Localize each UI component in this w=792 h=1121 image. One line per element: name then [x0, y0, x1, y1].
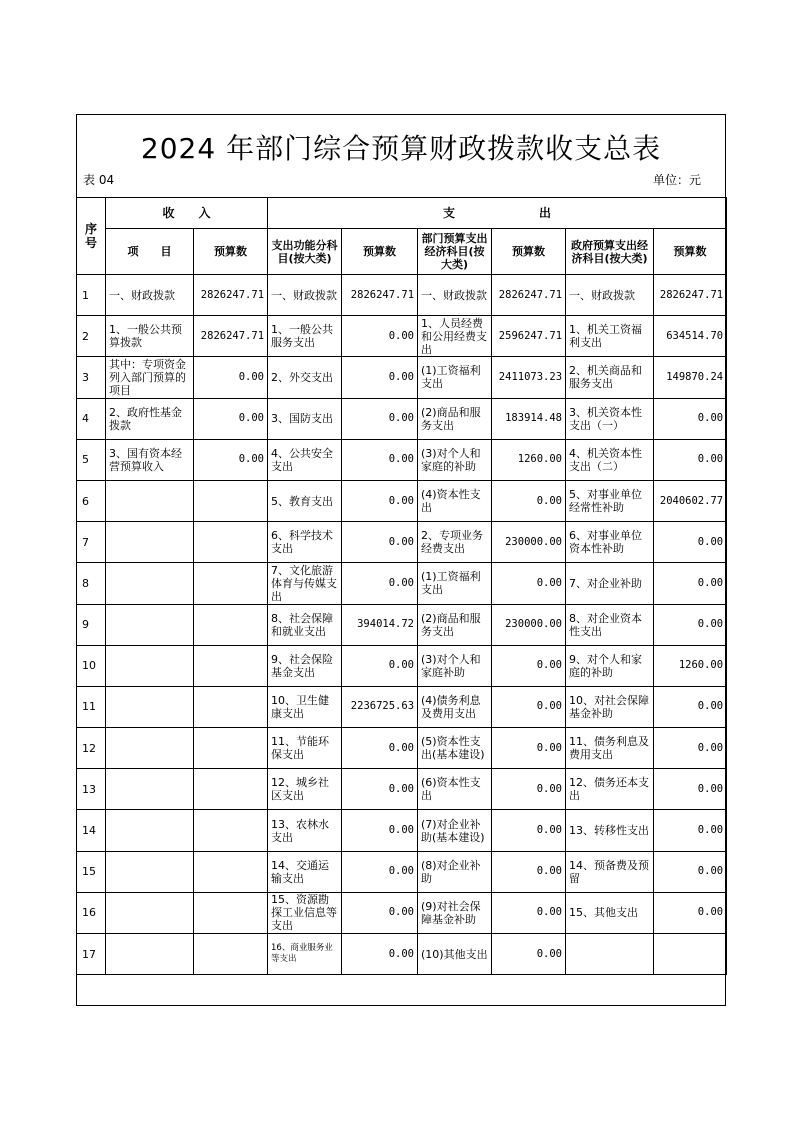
income-item — [106, 892, 194, 933]
income-item: 一、财政拨款 — [106, 275, 194, 316]
func-amount: 0.00 — [342, 480, 418, 521]
func-amount: 0.00 — [342, 357, 418, 398]
dept-item: (1)工资福利支出 — [418, 357, 492, 398]
gov-amount: 0.00 — [654, 439, 727, 480]
gov-item: 6、对事业单位资本性补助 — [566, 522, 654, 563]
income-amount — [194, 480, 268, 521]
func-amount: 0.00 — [342, 645, 418, 686]
table-row — [77, 275, 727, 316]
budget-table — [76, 197, 727, 975]
row-number: 16 — [77, 892, 106, 933]
dept-amount: 0.00 — [492, 563, 566, 604]
func-item: 12、城乡社区支出 — [268, 769, 342, 810]
row-number: 10 — [77, 645, 106, 686]
dept-item: 1、人员经费和公用经费支出 — [418, 316, 492, 357]
income-amount — [194, 686, 268, 727]
dept-amount: 0.00 — [492, 645, 566, 686]
income-item — [106, 851, 194, 892]
dept-amount: 0.00 — [492, 769, 566, 810]
func-item: 15、资源勘探工业信息等支出 — [268, 892, 342, 933]
income-budget-header: 预算数 — [194, 229, 268, 275]
dept-item: 一、财政拨款 — [418, 275, 492, 316]
income-item — [106, 728, 194, 769]
income-item — [106, 604, 194, 645]
func-class-header: 支出功能分科目(按大类) — [268, 229, 342, 275]
gov-item: 4、机关资本性支出（二） — [566, 439, 654, 480]
dept-item: (7)对企业补助(基本建设) — [418, 810, 492, 851]
dept-amount: 1260.00 — [492, 439, 566, 480]
income-item — [106, 686, 194, 727]
table-row — [77, 316, 727, 357]
func-item: 3、国防支出 — [268, 398, 342, 439]
income-amount: 0.00 — [194, 439, 268, 480]
seq-header: 序号 — [77, 198, 106, 275]
table-row — [77, 769, 727, 810]
table-row — [77, 645, 727, 686]
income-item: 3、国有资本经营预算收入 — [106, 439, 194, 480]
table-row — [77, 728, 727, 769]
gov-amount: 0.00 — [654, 604, 727, 645]
row-number: 11 — [77, 686, 106, 727]
row-number: 8 — [77, 563, 106, 604]
table-row — [77, 357, 727, 398]
gov-amount: 0.00 — [654, 728, 727, 769]
func-amount: 0.00 — [342, 851, 418, 892]
dept-item: (8)对企业补助 — [418, 851, 492, 892]
gov-item: 9、对个人和家庭的补助 — [566, 645, 654, 686]
row-number: 7 — [77, 522, 106, 563]
dept-amount: 0.00 — [492, 851, 566, 892]
func-item: 一、财政拨款 — [268, 275, 342, 316]
gov-item: 3、机关资本性支出（一） — [566, 398, 654, 439]
table-row — [77, 686, 727, 727]
income-amount: 0.00 — [194, 357, 268, 398]
func-amount: 0.00 — [342, 892, 418, 933]
table-row — [77, 439, 727, 480]
income-amount: 0.00 — [194, 398, 268, 439]
row-number: 15 — [77, 851, 106, 892]
unit-label: 单位：元 — [652, 173, 701, 187]
func-item: 9、社会保险基金支出 — [268, 645, 342, 686]
gov-item: 11、债务利息及费用支出 — [566, 728, 654, 769]
func-amount: 2236725.63 — [342, 686, 418, 727]
table-row — [77, 851, 727, 892]
func-item: 4、公共安全支出 — [268, 439, 342, 480]
income-item — [106, 934, 194, 975]
func-item: 1、一般公共服务支出 — [268, 316, 342, 357]
row-number: 5 — [77, 439, 106, 480]
row-number: 4 — [77, 398, 106, 439]
func-amount: 0.00 — [342, 439, 418, 480]
budget-document — [76, 114, 726, 1006]
func-item: 8、社会保障和就业支出 — [268, 604, 342, 645]
gov-amount: 0.00 — [654, 892, 727, 933]
func-item: 10、卫生健康支出 — [268, 686, 342, 727]
dept-amount: 0.00 — [492, 686, 566, 727]
func-amount: 0.00 — [342, 398, 418, 439]
dept-amount: 2411073.23 — [492, 357, 566, 398]
row-number: 17 — [77, 934, 106, 975]
expense-header: 支 出 — [268, 198, 727, 229]
gov-amount: 634514.70 — [654, 316, 727, 357]
table-row — [77, 398, 727, 439]
gov-item: 7、对企业补助 — [566, 563, 654, 604]
func-amount: 2826247.71 — [342, 275, 418, 316]
func-amount: 0.00 — [342, 316, 418, 357]
dept-amount: 2826247.71 — [492, 275, 566, 316]
dept-item: (10)其他支出 — [418, 934, 492, 975]
func-amount: 0.00 — [342, 810, 418, 851]
gov-amount: 0.00 — [654, 769, 727, 810]
table-body — [77, 275, 727, 975]
gov-item: 1、机关工资福利支出 — [566, 316, 654, 357]
income-header: 收 入 — [106, 198, 268, 229]
gov-item: 8、对企业资本性支出 — [566, 604, 654, 645]
dept-amount: 230000.00 — [492, 604, 566, 645]
gov-amount: 149870.24 — [654, 357, 727, 398]
dept-item: (5)资本性支出(基本建设) — [418, 728, 492, 769]
income-item — [106, 522, 194, 563]
dept-item: (4)资本性支出 — [418, 480, 492, 521]
table-row — [77, 934, 727, 975]
row-number: 12 — [77, 728, 106, 769]
func-item: 2、外交支出 — [268, 357, 342, 398]
income-amount — [194, 934, 268, 975]
gov-item: 10、对社会保障基金补助 — [566, 686, 654, 727]
income-item — [106, 769, 194, 810]
gov-budget-header: 预算数 — [654, 229, 727, 275]
table-row — [77, 522, 727, 563]
table-row — [77, 892, 727, 933]
table-row — [77, 563, 727, 604]
func-amount: 0.00 — [342, 563, 418, 604]
func-budget-header: 预算数 — [342, 229, 418, 275]
dept-item: (2)商品和服务支出 — [418, 604, 492, 645]
income-amount — [194, 563, 268, 604]
dept-econ-header: 部门预算支出经济科目(按大类) — [418, 229, 492, 275]
dept-item: (3)对个人和家庭补助 — [418, 645, 492, 686]
income-item — [106, 645, 194, 686]
table-row — [77, 810, 727, 851]
row-number: 1 — [77, 275, 106, 316]
dept-item: (2)商品和服务支出 — [418, 398, 492, 439]
income-amount — [194, 604, 268, 645]
gov-amount: 1260.00 — [654, 645, 727, 686]
row-number: 14 — [77, 810, 106, 851]
func-item: 11、节能环保支出 — [268, 728, 342, 769]
dept-amount: 0.00 — [492, 480, 566, 521]
row-number: 9 — [77, 604, 106, 645]
dept-item: (1)工资福利支出 — [418, 563, 492, 604]
income-amount — [194, 810, 268, 851]
dept-item: (9)对社会保障基金补助 — [418, 892, 492, 933]
income-amount — [194, 892, 268, 933]
gov-item: 12、债务还本支出 — [566, 769, 654, 810]
income-amount — [194, 645, 268, 686]
table-row — [77, 604, 727, 645]
income-item: 2、政府性基金拨款 — [106, 398, 194, 439]
income-item-header: 项 目 — [106, 229, 194, 275]
dept-amount: 0.00 — [492, 934, 566, 975]
income-item — [106, 810, 194, 851]
gov-item: 15、其他支出 — [566, 892, 654, 933]
income-amount — [194, 769, 268, 810]
income-amount — [194, 522, 268, 563]
gov-econ-header: 政府预算支出经济科目(按大类) — [566, 229, 654, 275]
income-amount: 2826247.71 — [194, 316, 268, 357]
gov-amount: 0.00 — [654, 686, 727, 727]
func-item: 16、商业服务业等支出 — [268, 934, 342, 975]
dept-budget-header: 预算数 — [492, 229, 566, 275]
dept-amount: 0.00 — [492, 810, 566, 851]
row-number: 3 — [77, 357, 106, 398]
func-item: 13、农林水支出 — [268, 810, 342, 851]
table-row — [77, 480, 727, 521]
gov-item: 14、预备费及预留 — [566, 851, 654, 892]
func-amount: 0.00 — [342, 522, 418, 563]
gov-item: 一、财政拨款 — [566, 275, 654, 316]
gov-item: 2、机关商品和服务支出 — [566, 357, 654, 398]
func-amount: 0.00 — [342, 934, 418, 975]
row-number: 2 — [77, 316, 106, 357]
gov-item: 5、对事业单位经常性补助 — [566, 480, 654, 521]
gov-amount: 2826247.71 — [654, 275, 727, 316]
dept-amount: 0.00 — [492, 892, 566, 933]
func-item: 14、交通运输支出 — [268, 851, 342, 892]
table-number: 表 04 — [83, 173, 115, 187]
income-amount — [194, 728, 268, 769]
gov-item — [566, 934, 654, 975]
income-item — [106, 480, 194, 521]
dept-item: (6)资本性支出 — [418, 769, 492, 810]
dept-amount: 0.00 — [492, 728, 566, 769]
func-item: 6、科学技术支出 — [268, 522, 342, 563]
row-number: 13 — [77, 769, 106, 810]
income-item — [106, 563, 194, 604]
dept-item: 2、专项业务经费支出 — [418, 522, 492, 563]
page-title: 2024 年部门综合预算财政拨款收支总表 — [140, 132, 662, 165]
gov-amount: 0.00 — [654, 851, 727, 892]
dept-item: (4)债务利息及费用支出 — [418, 686, 492, 727]
income-item: 1、一般公共预算拨款 — [106, 316, 194, 357]
row-number: 6 — [77, 480, 106, 521]
dept-amount: 183914.48 — [492, 398, 566, 439]
gov-amount: 0.00 — [654, 398, 727, 439]
func-amount: 0.00 — [342, 769, 418, 810]
dept-amount: 2596247.71 — [492, 316, 566, 357]
gov-amount: 2040602.77 — [654, 480, 727, 521]
dept-item: (3)对个人和家庭的补助 — [418, 439, 492, 480]
gov-amount: 0.00 — [654, 522, 727, 563]
func-item: 5、教育支出 — [268, 480, 342, 521]
dept-amount: 230000.00 — [492, 522, 566, 563]
func-amount: 0.00 — [342, 728, 418, 769]
gov-item: 13、转移性支出 — [566, 810, 654, 851]
gov-amount: 0.00 — [654, 563, 727, 604]
income-amount — [194, 851, 268, 892]
func-amount: 394014.72 — [342, 604, 418, 645]
gov-amount: 0.00 — [654, 810, 727, 851]
income-item: 其中：专项资金列入部门预算的项目 — [106, 357, 194, 398]
income-amount: 2826247.71 — [194, 275, 268, 316]
func-item: 7、文化旅游体育与传媒支出 — [268, 563, 342, 604]
gov-amount — [654, 934, 727, 975]
